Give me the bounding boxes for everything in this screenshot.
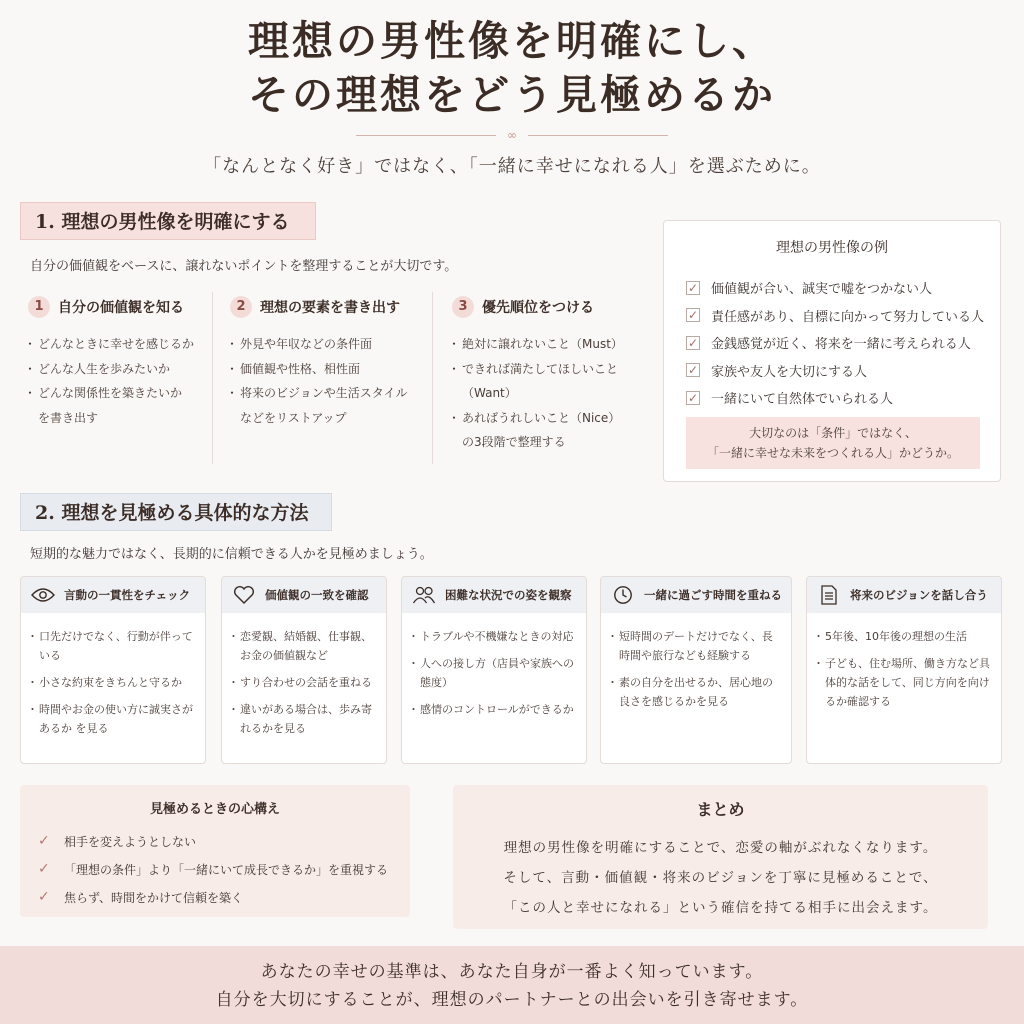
divider bbox=[432, 292, 433, 464]
list-item: ・ 口先だけでなく、行動が伴っている bbox=[31, 627, 197, 665]
footer-line-1: あなたの幸せの基準は、あなた自身が一番よく知っています。 bbox=[260, 962, 764, 982]
title-line-2: その理想をどう見極めるか bbox=[248, 71, 776, 119]
section2-heading: 2. 理想を見極める具体的な方法 bbox=[20, 493, 332, 531]
list-item: の3段階で整理する bbox=[462, 435, 566, 449]
list-item bbox=[686, 274, 984, 302]
checkbox-checked-icon: ✓ bbox=[687, 308, 699, 323]
list-item: ・ 将来のビジョンや生活スタイル bbox=[230, 381, 430, 406]
eye-icon bbox=[31, 585, 55, 605]
method-title: 将来のビジョンを話し合う bbox=[850, 588, 988, 602]
example-note bbox=[686, 417, 980, 469]
method-card-values bbox=[221, 576, 387, 764]
method-card-vision bbox=[806, 576, 1002, 764]
list-item: ・ トラブルや不機嫌なときの対応 bbox=[412, 627, 578, 646]
list-item bbox=[686, 329, 984, 357]
divider bbox=[212, 292, 213, 464]
example-list bbox=[686, 274, 984, 412]
title-ornament bbox=[356, 128, 668, 142]
checkbox-checked-icon: ✓ bbox=[687, 390, 699, 405]
method-title: 困難な状況での姿を観察 bbox=[445, 588, 572, 602]
people-icon bbox=[412, 585, 436, 605]
step-number: 2 bbox=[230, 296, 252, 318]
list-item: ・ 恋愛観、結婚観、仕事観、お金の価値観など bbox=[232, 627, 378, 665]
footer-banner bbox=[0, 946, 1024, 1024]
step-title: 理想の要素を書き出す bbox=[260, 300, 400, 316]
check-icon: ✓ bbox=[38, 889, 50, 905]
title-line-1: 理想の男性像を明確にし、 bbox=[248, 17, 776, 65]
checkbox-checked-icon: ✓ bbox=[687, 335, 699, 350]
list-item: ・ すり合わせの会話を重ねる bbox=[232, 673, 378, 692]
summary-body bbox=[453, 833, 988, 923]
summary-title: まとめ bbox=[696, 800, 745, 819]
step-title: 自分の価値観を知る bbox=[58, 300, 184, 316]
list-item: ・ 人への接し方（店員や家族への態度） bbox=[412, 654, 578, 692]
list-item: ・ 小さな約束をきちんと守るか bbox=[31, 673, 197, 692]
list-item: ・ どんな関係性を築きたいか bbox=[28, 381, 228, 406]
step-number: 3 bbox=[452, 296, 474, 318]
list-item: ・ 時間やお金の使い方に誠実さがあるか を見る bbox=[31, 700, 197, 738]
step-3 bbox=[452, 296, 657, 455]
step-1 bbox=[28, 296, 228, 430]
list-item-label: 焦らず、時間をかけて信頼を築く bbox=[64, 890, 244, 905]
list-item: ・ 違いがある場合は、歩み寄れるかを見る bbox=[232, 700, 378, 738]
document-icon bbox=[817, 585, 841, 605]
method-card-time bbox=[600, 576, 792, 764]
list-item: ・ 外見や年収などの条件面 bbox=[230, 332, 430, 357]
summary-card bbox=[453, 785, 988, 929]
page-title bbox=[0, 14, 1024, 122]
example-title: 理想の男性像の例 bbox=[776, 240, 888, 256]
step-number: 1 bbox=[28, 296, 50, 318]
ideal-example-card bbox=[663, 220, 1001, 482]
list-item bbox=[686, 384, 984, 412]
summary-line: 「この人と幸せになれる」という確信を持てる相手に出会えます。 bbox=[503, 900, 938, 916]
section2-lead: 短期的な魅力ではなく、長期的に信頼できる人かを見極めましょう。 bbox=[30, 547, 433, 562]
section1-lead: 自分の価値観をベースに、譲れないポイントを整理することが大切です。 bbox=[30, 259, 458, 274]
list-item: を書き出す bbox=[38, 410, 99, 425]
checkbox-checked-icon: ✓ bbox=[687, 363, 699, 378]
check-icon: ✓ bbox=[38, 861, 50, 877]
list-item-label: 責任感があり、自標に向かって努力している人 bbox=[711, 309, 985, 325]
list-item bbox=[38, 827, 388, 855]
method-title: 価値観の一致を確認 bbox=[265, 588, 369, 602]
list-item: ・ 絶対に譲れないこと（Must） bbox=[452, 332, 657, 357]
list-item-label: 一緒にいて自然体でいられる人 bbox=[711, 392, 894, 408]
section1-heading: 1. 理想の男性像を明確にする bbox=[20, 202, 316, 240]
step-2 bbox=[230, 296, 430, 430]
step-title: 優先順位をつける bbox=[482, 300, 594, 316]
list-item: ・ どんなときに幸せを感じるか bbox=[28, 332, 228, 357]
list-item bbox=[686, 357, 984, 385]
list-item: ・ 感情のコントロールができるか bbox=[412, 700, 578, 719]
method-card-consistency bbox=[20, 576, 206, 764]
list-item bbox=[38, 855, 388, 883]
bow-ornament-icon: ∞ bbox=[507, 128, 517, 142]
list-item: ・ 価値観や性格、相性面 bbox=[230, 357, 430, 382]
list-item: ・ できれば満たしてほしいこと（Want） bbox=[452, 357, 657, 406]
method-title: 言動の一貫性をチェック bbox=[64, 588, 191, 602]
page-subtitle: 「なんとなく好き」ではなく、「一緒に幸せになれる人」を選ぶために。 bbox=[203, 156, 821, 177]
list-item-label: 家族や友人を大切にする人 bbox=[711, 364, 868, 380]
summary-line: そして、言動・価値観・将来のビジョンを丁寧に見極めることで、 bbox=[503, 870, 938, 886]
list-item-label: 「理想の条件」より「一緒にいて成長できるか」を重視する bbox=[64, 862, 389, 877]
list-item bbox=[38, 883, 388, 911]
list-item-label: 金銭感覚が近く、将来を一緒に考えられる人 bbox=[711, 337, 971, 353]
note-line-1: 大切なのは「条件」ではなく、 bbox=[749, 426, 917, 440]
list-item: ・ あればうれしいこと（Nice） bbox=[452, 406, 657, 431]
list-item: などをリストアップ bbox=[240, 410, 347, 425]
note-line-2: 「一緒に幸せな未来をつくれる人」かどうか。 bbox=[706, 446, 959, 460]
footer-line-2: 自分を大切にすることが、理想のパートナーとの出会いを引き寄せます。 bbox=[215, 990, 809, 1010]
clock-icon bbox=[611, 585, 635, 605]
heart-icon bbox=[232, 585, 256, 605]
list-item: ・ 子ども、住む場所、働き方など具体的な話をして、同じ方向を向けるか確認する bbox=[817, 654, 993, 711]
list-item: ・ 短時間のデートだけでなく、長時間や旅行なども経験する bbox=[611, 627, 783, 665]
summary-line: 理想の男性像を明確にすることで、恋愛の軸がぶれなくなります。 bbox=[503, 840, 938, 856]
checkbox-checked-icon: ✓ bbox=[687, 280, 699, 295]
list-item: ・ どんな人生を歩みたいか bbox=[28, 357, 228, 382]
mindset-card bbox=[20, 785, 410, 917]
method-title: 一緒に過ごす時間を重ねる bbox=[644, 588, 782, 602]
list-item: ・ 5年後、10年後の理想の生活 bbox=[817, 627, 993, 646]
list-item-label: 相手を変えようとしない bbox=[64, 834, 197, 849]
list-item-label: 価値観が合い、誠実で嘘をつかない人 bbox=[711, 282, 933, 298]
method-card-hardship bbox=[401, 576, 587, 764]
mindset-title: 見極めるときの心構え bbox=[149, 802, 280, 817]
check-icon: ✓ bbox=[38, 833, 50, 849]
list-item: ・ 素の自分を出せるか、居心地の良さを感じるかを見る bbox=[611, 673, 783, 711]
mindset-list bbox=[38, 827, 388, 911]
list-item bbox=[686, 302, 984, 330]
